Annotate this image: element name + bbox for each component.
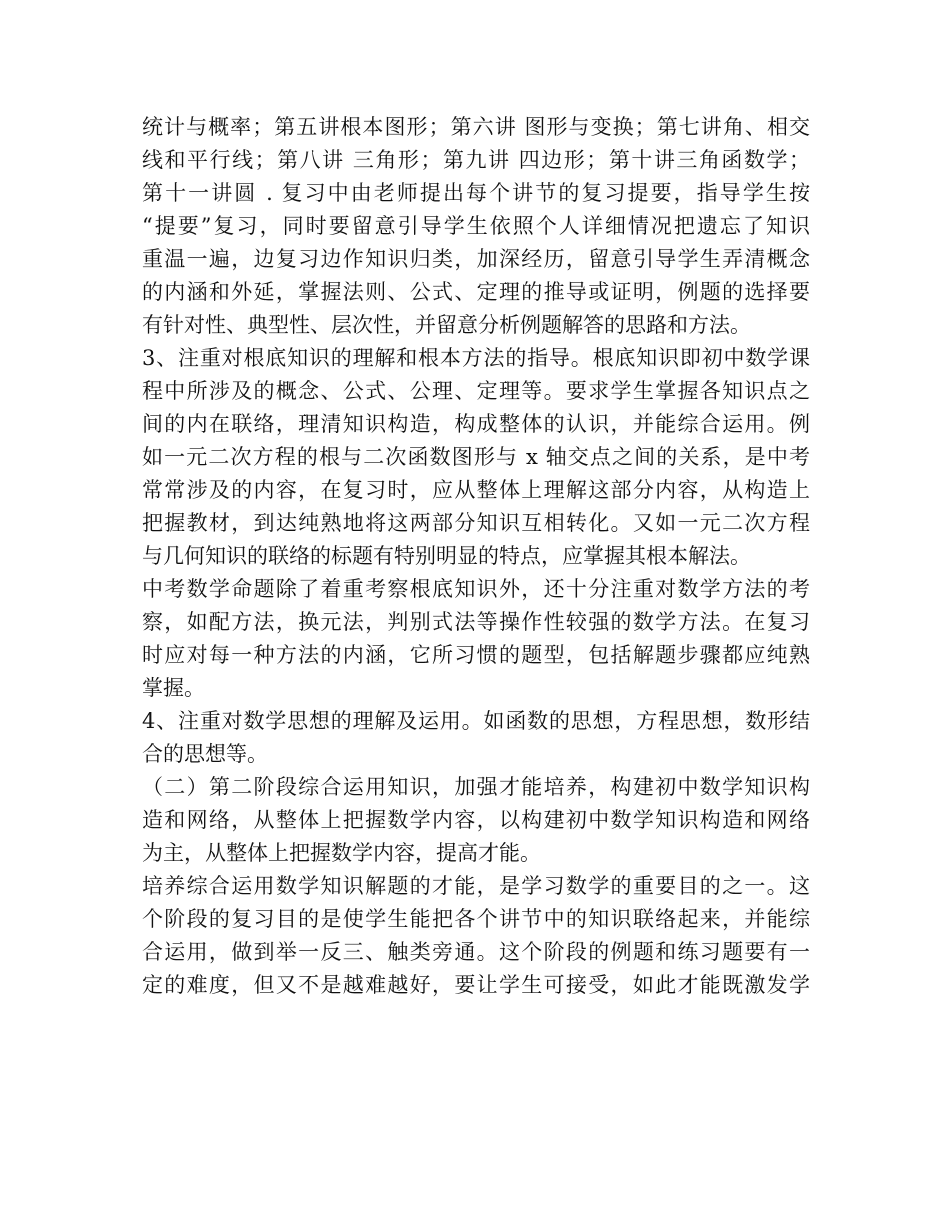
- text-line: 造和网络，从整体上把握数学内容，以构建初中数学知识构造和网络: [142, 808, 810, 832]
- text-line: 时应对每一种方法的内涵，它所习惯的题型，包括解题步骤都应纯熟: [142, 643, 810, 667]
- text-line: 合运用，做到举一反三、触类旁通。这个阶段的例题和练习题要有一: [142, 940, 810, 964]
- text-line: 第十一讲圆 . 复习中由老师提出每个讲节的复习提要，指导学生按: [142, 181, 810, 205]
- text-line: 定的难度，但又不是越难越好，要让学生可接受，如此才能既激发学: [142, 973, 810, 997]
- text-line: 统计与概率；第五讲根本图形；第六讲 图形与变换；第七讲角、相交: [142, 115, 810, 139]
- text-line: 如一元二次方程的根与二次函数图形与 x 轴交点之间的关系，是中考: [142, 445, 810, 469]
- text-line: “提要”复习，同时要留意引导学生依照个人详细情况把遗忘了知识: [142, 214, 810, 238]
- text-line: 重温一遍，边复习边作知识归类，加深经历，留意引导学生弄清概念: [142, 247, 810, 271]
- text-line: 有针对性、典型性、层次性，并留意分析例题解答的思路和方法。: [142, 313, 751, 337]
- text-line: 常常涉及的内容，在复习时，应从整体上理解这部分内容，从构造上: [142, 478, 810, 502]
- text-line: 察，如配方法，换元法，判别式法等操作性较强的数学方法。在复习: [142, 610, 810, 634]
- text-line: 间的内在联络，理清知识构造，构成整体的认识，并能综合运用。例: [142, 412, 810, 436]
- text-line: 的内涵和外延，掌握法则、公式、定理的推导或证明，例题的选择要: [142, 280, 810, 304]
- text-line: 中考数学命题除了着重考察根底知识外，还十分注重对数学方法的考: [142, 577, 810, 601]
- text-line: 为主，从整体上把握数学内容，提高才能。: [142, 841, 541, 865]
- text-line: 掌握。: [142, 676, 205, 700]
- text-line: 个阶段的复习目的是使学生能把各个讲节中的知识联络起来，并能综: [142, 907, 810, 931]
- text-line: 4、注重对数学思想的理解及运用。如函数的思想，方程思想，数形结: [142, 709, 810, 733]
- text-line: 线和平行线；第八讲 三角形；第九讲 四边形；第十讲三角函数学；: [142, 148, 810, 172]
- text-line: 培养综合运用数学知识解题的才能，是学习数学的重要目的之一。这: [142, 874, 810, 898]
- document-body: [142, 111, 810, 1002]
- text-line: 程中所涉及的概念、公式、公理、定理等。要求学生掌握各知识点之: [142, 379, 810, 403]
- text-line: 把握教材，到达纯熟地将这两部分知识互相转化。又如一元二次方程: [142, 511, 810, 535]
- text-line: （二）第二阶段综合运用知识，加强才能培养，构建初中数学知识构: [142, 775, 810, 799]
- text-line: 合的思想等。: [142, 742, 268, 766]
- text-line: 与几何知识的联络的标题有特别明显的特点，应掌握其根本解法。: [142, 544, 751, 568]
- text-line: 3、注重对根底知识的理解和根本方法的指导。根底知识即初中数学课: [142, 346, 810, 370]
